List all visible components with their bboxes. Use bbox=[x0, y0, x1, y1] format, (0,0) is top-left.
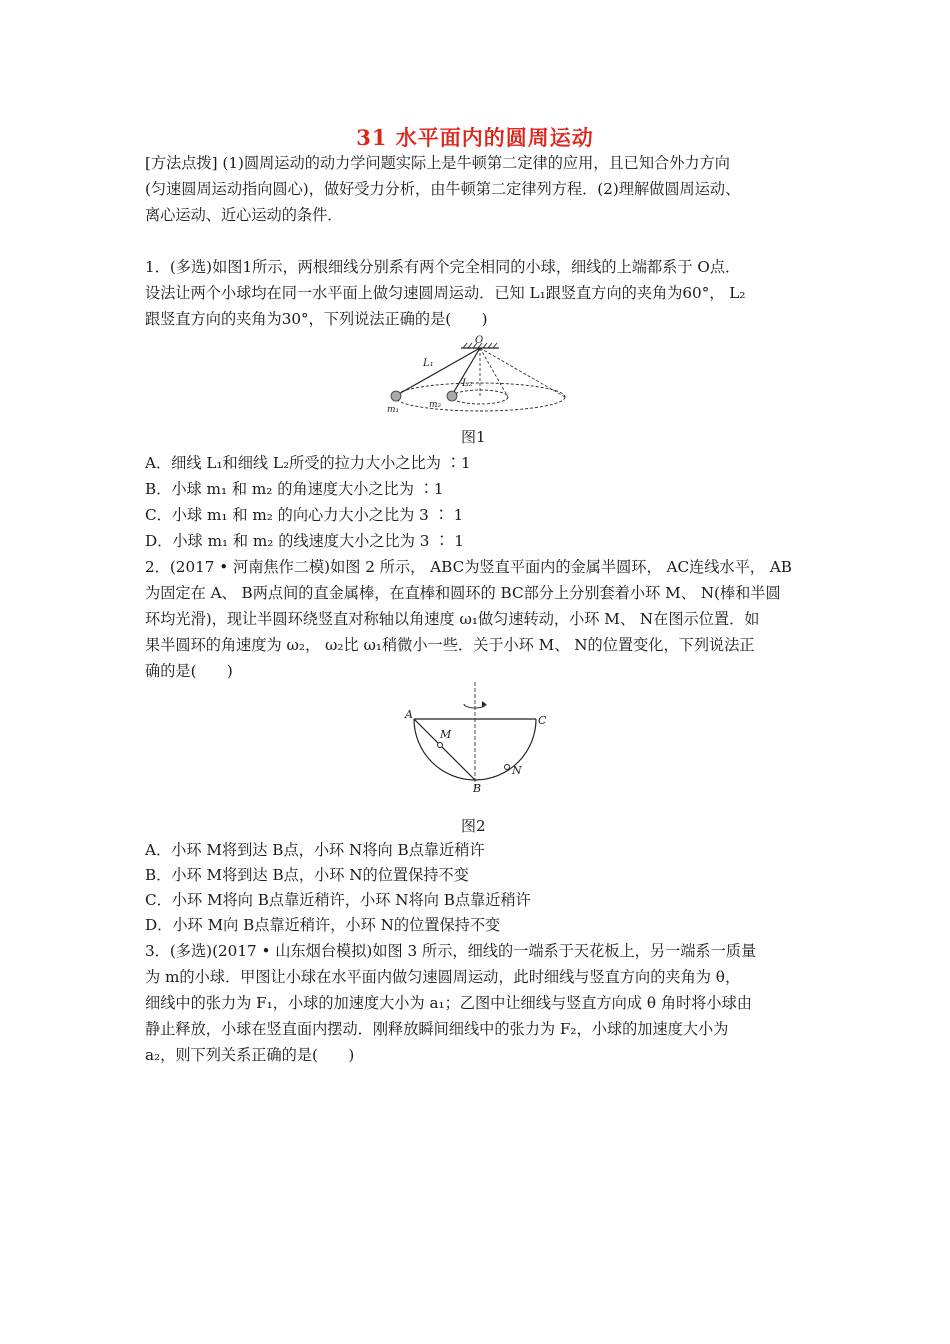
label-m2: m₂ bbox=[429, 400, 442, 410]
label-m: M bbox=[440, 728, 452, 741]
ring-m bbox=[438, 743, 443, 748]
q2-option-d: D．小环 M向 B点靠近稍许，小环 N的位置保持不变 bbox=[145, 916, 501, 934]
label-b: B bbox=[473, 782, 482, 795]
q1-stem-line-3: 跟竖直方向的夹角为30°，下列说法正确的是( ) bbox=[145, 310, 488, 328]
figure-1-caption: 图1 bbox=[461, 428, 486, 446]
q1-option-a: A．细线 L₁和细线 L₂所受的拉力大小之比为 ∶1 bbox=[145, 454, 471, 472]
q1-option-c: C．小球 m₁ 和 m₂ 的向心力大小之比为 3 ∶ 1 bbox=[145, 506, 464, 524]
q2-option-c: C．小环 M将向 B点靠近稍许，小环 N将向 B点靠近稍许 bbox=[145, 891, 531, 909]
label-l1: L₁ bbox=[423, 358, 434, 369]
label-a: A bbox=[405, 708, 413, 721]
method-tip-line-2: (匀速圆周运动指向圆心)，做好受力分析，由牛顿第二定律列方程．(2)理解做圆周运动、 bbox=[145, 180, 741, 198]
page-title: 31 水平面内的圆周运动 bbox=[356, 125, 594, 150]
q3-stem-line-3: 细线中的张力为 F₁，小球的加速度大小为 a₁；乙图中让细线与竖直方向成 θ 角时将小球由 bbox=[145, 994, 752, 1012]
q2-stem-line-5: 确的是( ) bbox=[145, 662, 233, 680]
q1-option-d: D．小球 m₁ 和 m₂ 的线速度大小之比为 3 ∶ 1 bbox=[145, 532, 464, 550]
q2-option-b: B．小环 M将到达 B点，小环 N的位置保持不变 bbox=[145, 866, 469, 884]
label-o: O bbox=[475, 335, 484, 346]
method-tip-line-3: 离心运动、近心运动的条件． bbox=[145, 206, 343, 224]
q1-stem-line-2: 设法让两个小球均在同一水平面上做匀速圆周运动．已知 L₁跟竖直方向的夹角为60°， L₂ bbox=[145, 284, 746, 302]
figure-2-diagram bbox=[400, 678, 550, 798]
label-l2: L₂ bbox=[462, 378, 473, 389]
q1-stem-line-1: 1．(多选)如图1所示，两根细线分别系有两个完全相同的小球，细线的上端都系于 O点． bbox=[145, 258, 741, 276]
q1-option-b: B．小球 m₁ 和 m₂ 的角速度大小之比为 ∶1 bbox=[145, 480, 444, 498]
q3-stem-line-4: 静止释放，小球在竖直面内摆动．刚释放瞬间细线中的张力为 F₂，小球的加速度大小为 bbox=[145, 1020, 729, 1038]
ball-m1 bbox=[391, 391, 401, 401]
q2-stem-line-1: 2．(2017 • 河南焦作二模)如图 2 所示， ABC为竖直平面内的金属半圆环， AC连线水平， AB bbox=[145, 558, 792, 576]
label-m1: m₁ bbox=[387, 405, 400, 415]
q3-stem-line-2: 为 m的小球．甲图让小球在水平面内做匀速圆周运动，此时细线与竖直方向的夹角为 θ， bbox=[145, 968, 741, 986]
method-tip-line-1: [方法点拨] (1)圆周运动的动力学问题实际上是牛顿第二定律的应用，且已知合外力方向 bbox=[145, 154, 730, 172]
q3-stem-line-1: 3．(多选)(2017 • 山东烟台模拟)如图 3 所示，细线的一端系于天花板上，另一端系一质量 bbox=[145, 942, 757, 960]
label-c: C bbox=[538, 714, 547, 727]
q2-stem-line-3: 环均光滑)，现让半圆环绕竖直对称轴以角速度 ω₁做匀速转动，小环 M、 N在图示位置．如 bbox=[145, 610, 760, 628]
label-n: N bbox=[512, 764, 522, 777]
ring-n bbox=[505, 765, 510, 770]
figure-2-caption: 图2 bbox=[461, 817, 486, 835]
q2-stem-line-4: 果半圆环的角速度为 ω₂， ω₂比 ω₁稍微小一些．关于小环 M、 N的位置变化，下列说法正 bbox=[145, 636, 755, 654]
ball-m2 bbox=[447, 391, 457, 401]
figure-1-diagram bbox=[375, 334, 575, 424]
q2-option-a: A．小环 M将到达 B点，小环 N将向 B点靠近稍许 bbox=[145, 841, 485, 859]
q2-stem-line-2: 为固定在 A、 B两点间的直金属棒，在直棒和圆环的 BC部分上分别套着小环 M、 N(棒和半圆 bbox=[145, 584, 781, 602]
q3-stem-line-5: a₂，则下列关系正确的是( ) bbox=[145, 1046, 355, 1064]
